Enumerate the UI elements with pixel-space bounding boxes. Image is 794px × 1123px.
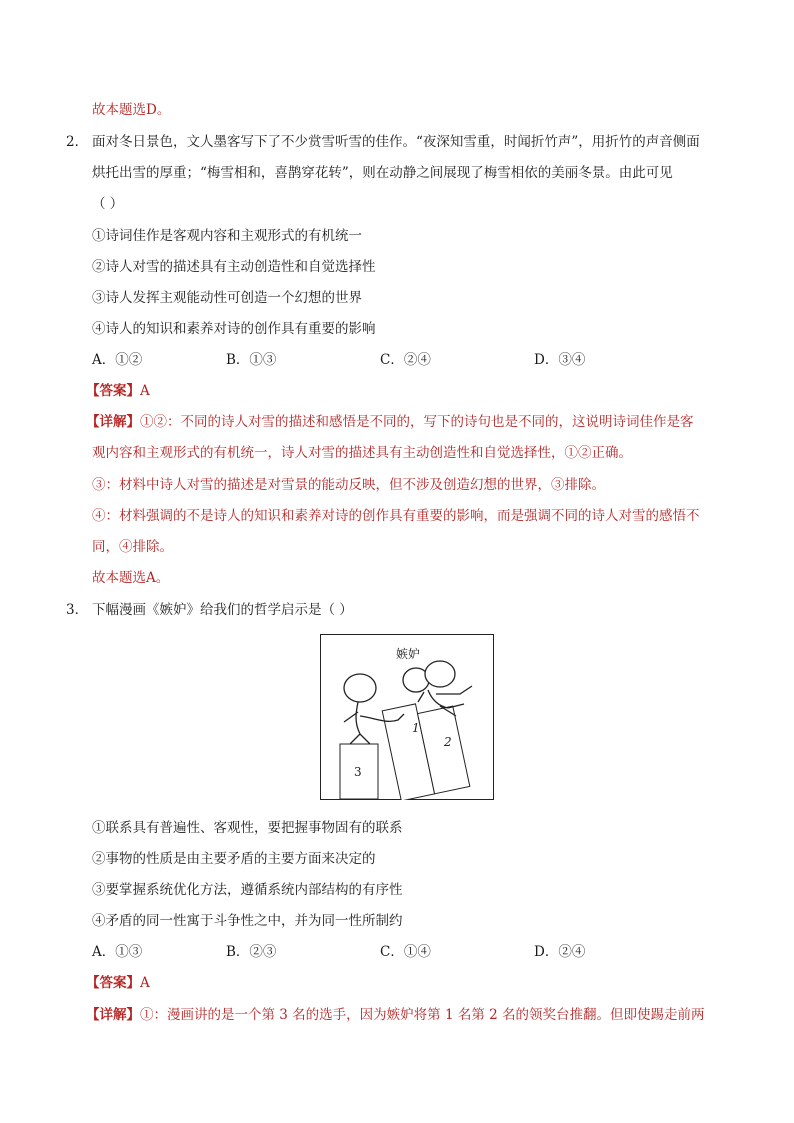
q3-option-b: B．②③: [226, 944, 277, 960]
q2-detail-line: 同，④排除。: [92, 539, 173, 555]
q1-conclusion: 故本题选D。: [92, 102, 171, 118]
q3-statement: ③要掌握系统优化方法，遵循系统内部结构的有序性: [92, 882, 403, 898]
q3-answer: [86, 973, 150, 993]
q3-detail-line: [86, 1005, 705, 1025]
q2-statement: ④诗人的知识和素养对诗的创作具有重要的影响: [92, 321, 376, 337]
answer-label: 【答案】: [86, 383, 140, 399]
q2-detail-line: [86, 412, 694, 432]
detail-label: 【详解】: [86, 1007, 140, 1023]
q3-statement: ④矛盾的同一性寓于斗争性之中，并为同一性所制约: [92, 913, 403, 929]
q3-option-a: A．①③: [92, 944, 143, 960]
cartoon-jealousy: [320, 634, 494, 800]
q2-detail-line: ④：材料强调的不是诗人的知识和素养对诗的创作具有重要的影响，而是强调不同的诗人对雪的感悟不: [92, 508, 700, 524]
q2-statement: ①诗词佳作是客观内容和主观形式的有机统一: [92, 228, 362, 244]
q2-detail-line: ③：材料中诗人对雪的描述是对雪景的能动反映，但不涉及创造幻想的世界，③排除。: [92, 477, 605, 493]
podium-label-3: 3: [354, 765, 362, 779]
answer-value: A: [140, 975, 150, 991]
q2-statement: ③诗人发挥主观能动性可创造一个幻想的世界: [92, 290, 362, 306]
cartoon-title: 嫉妒: [396, 647, 421, 661]
q3-stem: 下幅漫画《嫉妒》给我们的哲学启示是（ ）: [92, 602, 353, 618]
podium-label-2: 2: [444, 735, 452, 749]
detail-text: ①②：不同的诗人对雪的描述和感悟是不同的，写下的诗句也是不同的，这说明诗词佳作是客: [140, 414, 694, 430]
detail-text: ①：漫画讲的是一个第 3 名的选手，因为嫉妒将第 1 名第 2 名的领奖台推翻。但即使踢走前两: [140, 1007, 705, 1023]
q2-number: 2．: [66, 134, 89, 150]
q3-number: 3．: [66, 602, 89, 618]
q3-statement: ①联系具有普遍性、客观性，要把握事物固有的联系: [92, 820, 403, 836]
q2-option-a: A．①②: [92, 352, 143, 368]
q3-statement: ②事物的性质是由主要矛盾的主要方面来决定的: [92, 851, 376, 867]
answer-value: A: [140, 383, 150, 399]
q2-option-d: D．③④: [534, 352, 586, 368]
q2-stem-line: （ ）: [92, 196, 124, 212]
q2-option-c: C．②④: [380, 352, 431, 368]
q2-stem-line: 烘托出雪的厚重；“梅雪相和，喜鹊穿花转”，则在动静之间展现了梅雪相依的美丽冬景。由此可见: [92, 165, 673, 181]
q2-answer: [86, 381, 150, 401]
podium-label-1: 1: [412, 721, 420, 735]
answer-label: 【答案】: [86, 975, 140, 991]
q2-option-b: B．①③: [226, 352, 277, 368]
q2-conclusion: 故本题选A。: [92, 570, 170, 586]
q3-option-d: D．②④: [534, 944, 586, 960]
q2-statement: ②诗人对雪的描述具有主动创造性和自觉选择性: [92, 259, 376, 275]
q2-stem-line: 面对冬日景色，文人墨客写下了不少赏雪听雪的佳作。“夜深知雪重，时闻折竹声”，用折竹的声音侧面: [92, 134, 700, 150]
detail-label: 【详解】: [86, 414, 140, 430]
q2-detail-line: 观内容和主观形式的有机统一，诗人对雪的描述具有主动创造性和自觉选择性，①②正确。: [92, 445, 632, 461]
q3-option-c: C．①④: [380, 944, 431, 960]
